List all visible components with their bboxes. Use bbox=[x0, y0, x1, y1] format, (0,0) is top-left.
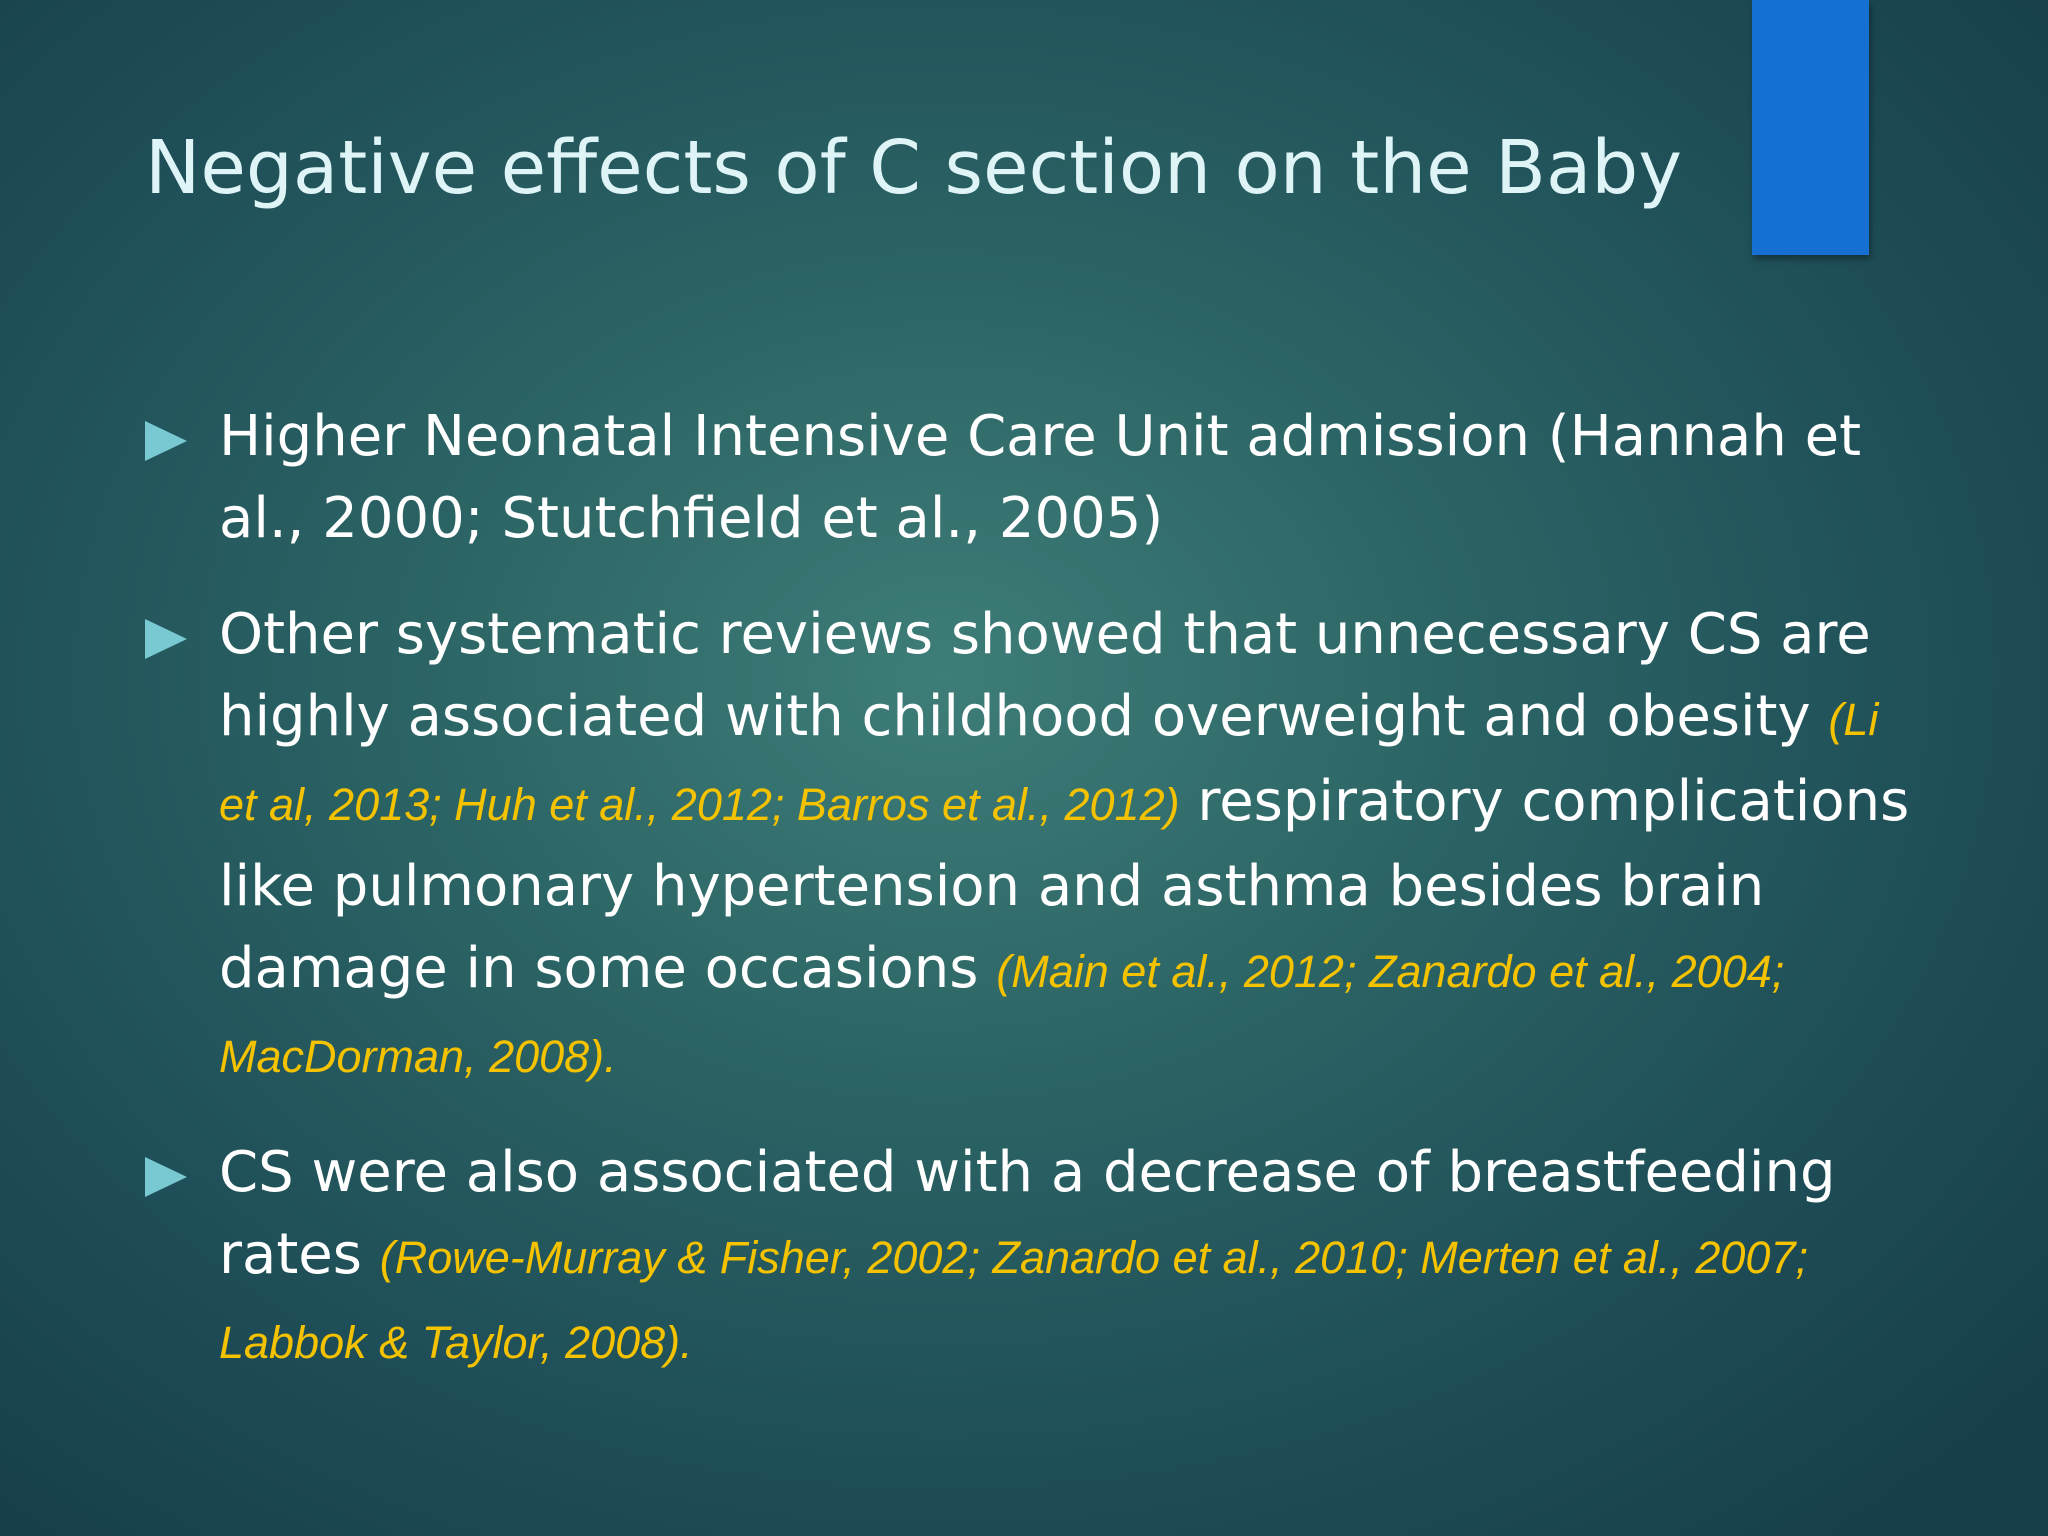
bullet-item-systematic-reviews bbox=[145, 594, 1920, 1098]
bullet-item-nicu bbox=[145, 396, 1920, 560]
triangle-bullet-icon bbox=[145, 1157, 187, 1197]
bullet-text: CS were also associated with a decrease of breastfeeding rates bbox=[219, 1140, 1836, 1287]
citation: (Li et al, 2013; Huh et al., 2012; Barros et al., 2012) bbox=[219, 694, 1879, 830]
bullet-text: Other systematic reviews showed that unnecessary CS are highly associated with childhood overweight and obesity bbox=[219, 602, 1871, 749]
citation: (Main et al., 2012; Zanardo et al., 2004; MacDorman, 2008). bbox=[219, 946, 1785, 1082]
triangle-bullet-icon bbox=[145, 619, 187, 659]
accent-bar bbox=[1752, 0, 1869, 255]
slide-title: Negative effects of C section on the Baby bbox=[145, 125, 1683, 211]
bullet-text: respiratory complications like pulmonary hypertension and asthma besides brain damage in some occasions bbox=[219, 769, 1910, 1001]
citation: (Rowe-Murray & Fisher, 2002; Zanardo et al., 2010; Merten et al., 2007; Labbok & Taylor, 2008). bbox=[219, 1232, 1808, 1368]
triangle-bullet-icon bbox=[145, 421, 187, 461]
bullet-text: Higher Neonatal Intensive Care Unit admission (Hannah et al., 2000; Stutchfield et al., 2005) bbox=[219, 404, 1862, 551]
bullet-list bbox=[145, 396, 1920, 1418]
bullet-item-breastfeeding bbox=[145, 1132, 1920, 1384]
